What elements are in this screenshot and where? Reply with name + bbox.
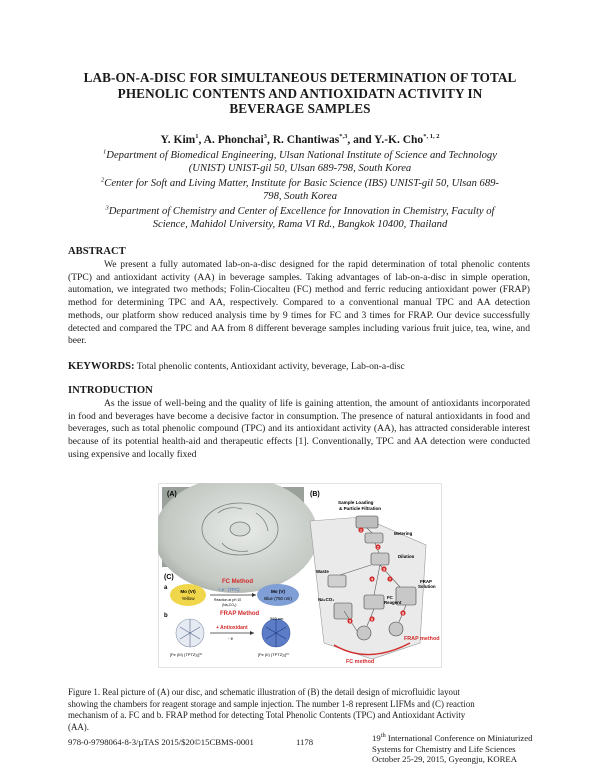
- blue-label: Blue (750 nm): [264, 596, 292, 601]
- fc-reagent-label-1: FC: [387, 595, 393, 600]
- introduction-heading: INTRODUCTION: [68, 385, 153, 396]
- affiliation-line: (UNIST) UNIST-gil 50, Ulsan 689-798, South Korea: [188, 163, 412, 174]
- na2co3-label: Na₂CO₃: [318, 597, 335, 602]
- antioxidant-label: + Antioxidant: [216, 625, 248, 631]
- fc-reagent-label-2: Reagent: [384, 600, 402, 605]
- author-name: R. Chantiwas: [272, 134, 340, 146]
- fc-detection-chamber: [357, 626, 371, 640]
- figure-1: [158, 483, 442, 668]
- tpc-label: + e⁻ (TPC): [218, 587, 240, 592]
- lifm-number: 4: [371, 577, 373, 582]
- footer-conf-line-3: October 25-29, 2015, Gyeongju, KOREA: [372, 754, 518, 765]
- affiliation-2: [60, 177, 540, 203]
- metering-label: Metering: [394, 531, 413, 536]
- affiliation-line: Center for Soft and Living Matter, Institute for Basic Science (IBS) UNIST-gil 50, Ulsan 689-: [104, 178, 499, 189]
- mo-v-blue: [257, 584, 299, 606]
- nm593-label: 593 nm: [270, 616, 284, 621]
- lifm-number: 5: [349, 619, 351, 624]
- affiliation-line: Science, Mahidol University, Rama VI Rd., Bangkok 10400, Thailand: [152, 219, 448, 230]
- author-name: Y. Kim: [160, 134, 196, 146]
- lifm-number: 7: [389, 577, 391, 582]
- mo-vi-yellow: [170, 584, 206, 606]
- affiliation-number: 3: [105, 204, 109, 212]
- panel-c-label: (C): [164, 574, 174, 581]
- fc-method-label: FC method: [346, 659, 375, 665]
- affiliation-line: Department of Chemistry and Center of Excellence for Innovation in Chemistry, Faculty of: [108, 206, 495, 217]
- yellow-label: Yellow: [181, 596, 195, 601]
- disc-center-hole: [230, 522, 250, 536]
- author-and: and: [353, 134, 375, 146]
- caption-line: showing the chambers for reagent storage and sample injection. The number 1-8 represent LIFMs and (C) reaction: [68, 698, 475, 709]
- frap-method-title: FRAP Method: [220, 611, 260, 617]
- footer-isbn: 978-0-9798064-8-3/µTAS 2015/$20©15CBMS-0001: [68, 737, 254, 747]
- lifm-number: 3: [383, 567, 385, 572]
- author-separator: ,: [266, 134, 273, 146]
- abstract-body: [68, 259, 530, 348]
- panel-b-label: (B): [310, 491, 320, 498]
- author-affil-sup: *, 1, 2: [423, 133, 440, 141]
- waste-label: Waste: [316, 569, 329, 574]
- author-affil-sup: 3: [263, 133, 267, 141]
- paper-title: [60, 70, 540, 117]
- author-name: Y.-K. Cho: [374, 134, 424, 146]
- introduction-body: [68, 398, 530, 462]
- frap-solution-label-1: FRAP: [420, 579, 432, 584]
- fe2-label: [Fe (II) (TPTZ)₂]²⁺: [258, 652, 290, 657]
- title-line-2: PHENOLIC CONTENTS AND ANTIOXIDATN ACTIVITY IN: [117, 85, 483, 101]
- caption-line: mechanism of a. FC and b. FRAP method for detecting Total Phenolic Contents (TPC) and Antioxidant Activity: [68, 710, 466, 720]
- footer-conf-number: 19: [372, 733, 381, 743]
- title-line-1: LAB-ON-A-DISC FOR SIMULTANEOUS DETERMINATION OF TOTAL: [83, 70, 517, 85]
- affiliation-number: 2: [101, 176, 105, 184]
- footer-page-number: 1178: [296, 737, 314, 747]
- abstract-text: We present a fully automated lab-on-a-disc designed for the rapid determination of total phenolic contents (TPC) and antioxidant activity (AA) in beverage samples. Taking advantages of lab-on-a-disc in simple operation, automation, we integrated two methods; Folin-Ciocalteu (FC) method and ferric reducing antioxidant power (FRAP) method for determining TPC and AA, respectively. Compared to a conventional manual TPC and AA detection methods, our platform show reduced analysis time by 9 times for FC and 3 times for FRAP. Our device successfully detected and compared the TPC and AA from 8 different beverage samples including various fruit juice, tea, wine, and beer.: [68, 259, 530, 347]
- author-name: A. Phonchai: [203, 134, 264, 146]
- caption-line: (AA).: [68, 721, 89, 732]
- footer-conf-line-1: International Conference on Miniaturized: [385, 733, 533, 743]
- particle-filtration-label: & Particle Filtration: [339, 506, 382, 511]
- lifm-number: 8: [402, 611, 404, 616]
- waste-chamber: [328, 575, 346, 587]
- footer-conf-line-2: Systems for Chemistry and Life Sciences: [372, 743, 516, 754]
- reaction-a-label: a: [164, 585, 168, 591]
- fc-reagent-chamber: [364, 595, 384, 609]
- affiliation-number: 1: [103, 148, 107, 156]
- reaction-condition-2: (Na₂CO₃): [222, 603, 237, 607]
- author-separator: ,: [347, 134, 354, 146]
- na2co3-chamber: [334, 603, 352, 619]
- reaction-condition: Reaction at pH 10: [214, 598, 242, 602]
- frap-method-label: FRAP method: [404, 636, 440, 642]
- fe3-label: [Fe (III) (TPTZ)₂]³⁺: [170, 652, 203, 657]
- affiliation-line: Department of Biomedical Engineering, Ulsan National Institute of Science and Technology: [106, 150, 497, 161]
- fc-method-title: FC Method: [222, 579, 253, 585]
- sample-loading-label: Sample Loading: [338, 500, 374, 505]
- frap-detection-chamber: [389, 622, 403, 636]
- metering-chamber: [365, 533, 383, 543]
- panel-a-label: (A): [167, 491, 177, 498]
- footer-conference: [372, 733, 552, 765]
- dilution-label: Dilution: [398, 554, 415, 559]
- keywords-label: KEYWORDS:: [68, 361, 135, 372]
- minus-e-label: - e: [228, 636, 234, 641]
- figure-1-graphic: [158, 483, 442, 668]
- mo-vi-label: Mo (VI): [180, 589, 196, 594]
- author-separator: ,: [198, 134, 204, 146]
- affiliation-1: [60, 149, 540, 175]
- lifm-number: 2: [377, 545, 379, 550]
- lifm-number: 1: [360, 528, 362, 533]
- footer-conf-sup: th: [380, 732, 386, 740]
- abstract-heading: ABSTRACT: [68, 246, 126, 257]
- lifm-number: 6: [371, 617, 373, 622]
- author-affil-sup: 1: [195, 133, 199, 141]
- caption-line: Figure 1. Real picture of (A) our disc, and schematic illustration of (B) the detail design of microfluidic layout: [68, 687, 460, 697]
- affiliation-line: 798, South Korea: [262, 191, 338, 202]
- loading-chamber: [356, 516, 378, 528]
- keywords-text: Total phenolic contents, Antioxidant activity, beverage, Lab-on-a-disc: [134, 361, 405, 372]
- affiliation-3: [60, 205, 540, 231]
- dilution-chamber: [371, 553, 389, 565]
- frap-solution-label-2: Solution: [418, 584, 436, 589]
- title-line-3: BEVERAGE SAMPLES: [229, 101, 371, 116]
- reaction-b-label: b: [164, 613, 168, 619]
- author-affil-sup: *,3: [339, 133, 348, 141]
- keywords: [68, 361, 530, 372]
- mo-v-label: Mo (V): [270, 589, 286, 594]
- figure-caption: [68, 687, 530, 733]
- introduction-text: As the issue of well-being and the quality of life is gaining attention, the amount of antioxidants incorporated in food and beverages have become a decisive factor in consumption. The presence of natural antioxidants in food and beverages, such as total phenolic compound (TPC) and its antioxidant activity (AA), has attracted considerable interest because of its potential health-aid and therapeutic effects [1]. Conventionally, TPC and AA detection were conducted using expensive and locally fixed: [68, 398, 530, 460]
- author-list: [60, 134, 540, 146]
